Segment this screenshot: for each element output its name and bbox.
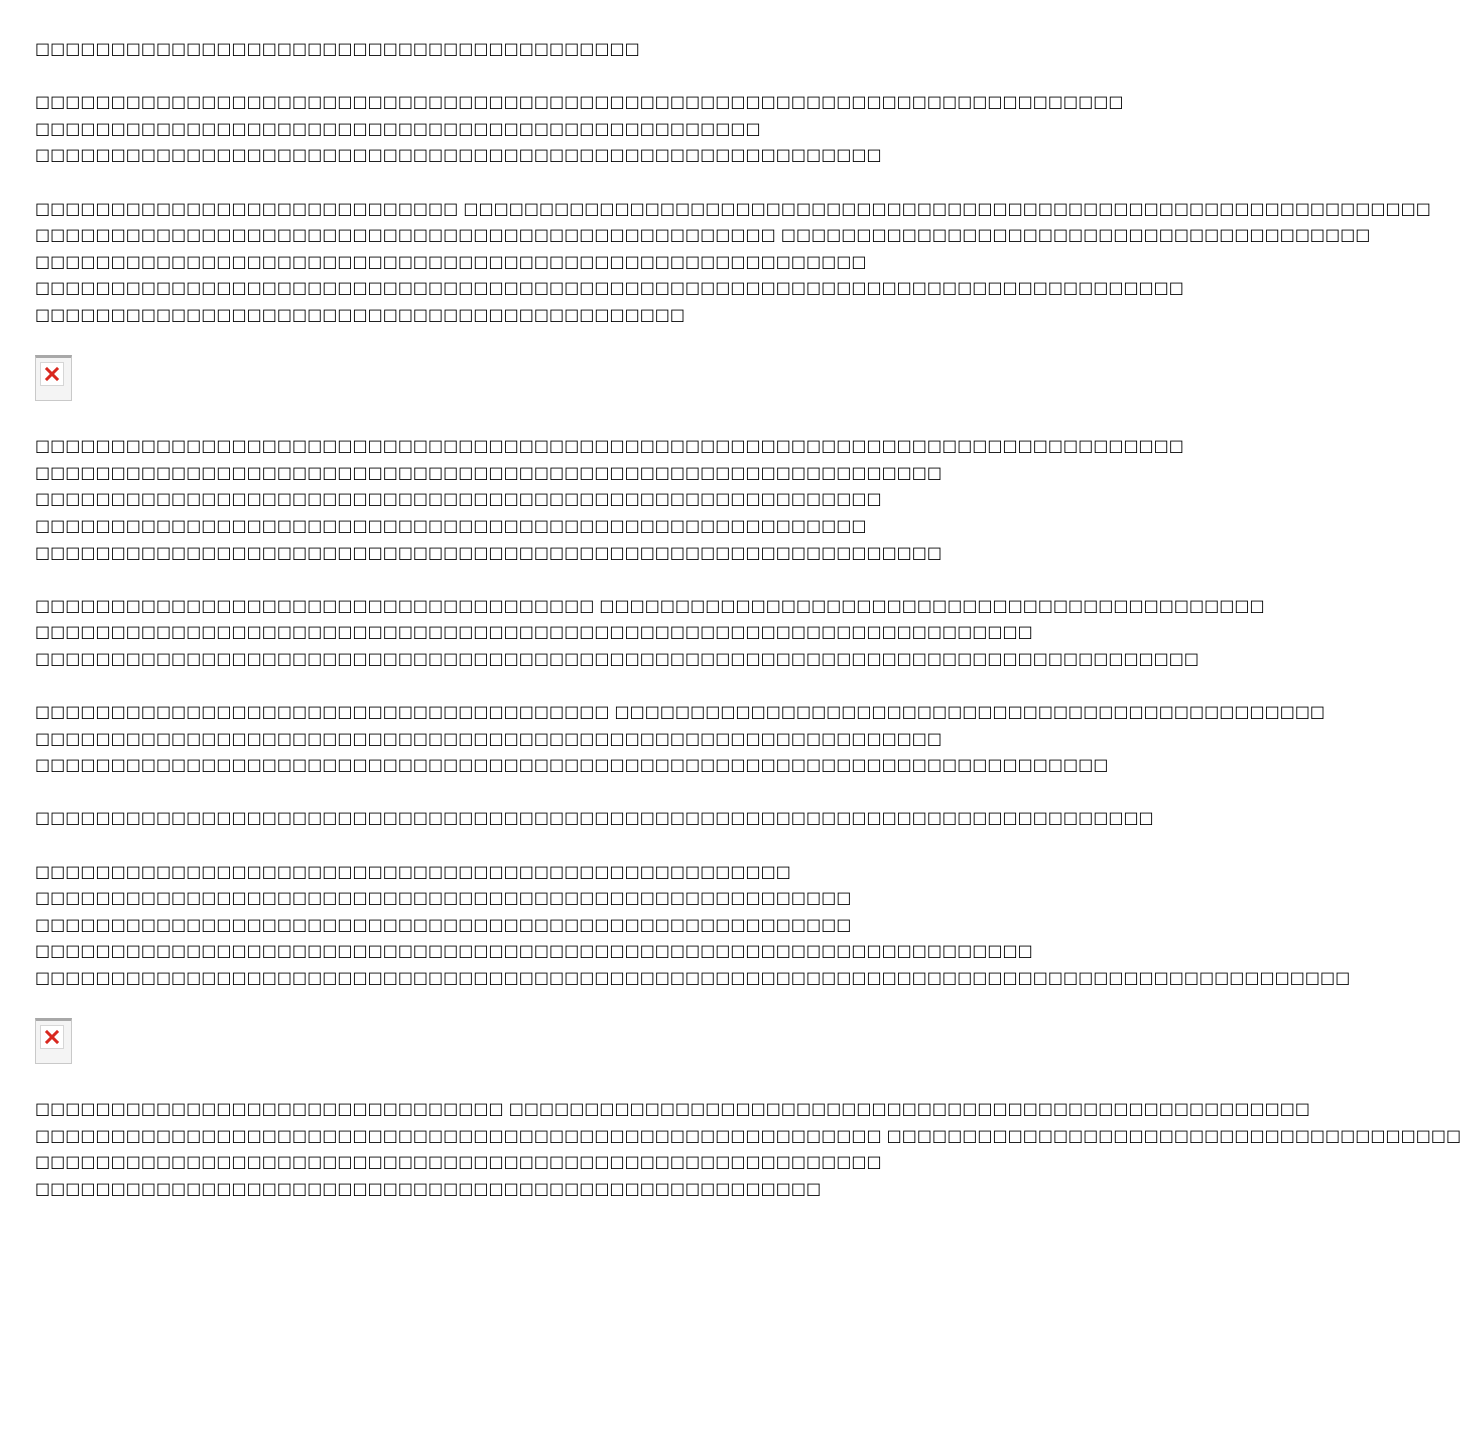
text-line: □□□□□□□□□□□□□□□□□□□□□□□□□□□□□□□ □□□□□□□□□□□□□□□□□□□□□□□□□□□□□□□□□□□□□□□□□□□□□□□□□□□□□ xyxy=(35,1099,1310,1119)
text-line: □□□□□□□□□□□□□□□□□□□□□□□□□□□□□□□□□□□□□□□□□□□□□□□□□□□□□□□□□□□□ xyxy=(35,728,943,748)
text-line: □□□□□□□□□□□□□□□□□□□□□□□□□□□□□□□□□□□□□□□□□□□□□□□□□□□□□□□□ □□□□□□□□□□□□□□□□□□□□□□□□□□□□□□□□□□□□□□ xyxy=(35,1125,1461,1145)
red-x-icon xyxy=(44,366,60,382)
text-line: □□□□□□□□□□□□□□□□□□□□□□□□□□□□□□□□□□□□□□□□□□□□□□□□□□□□□□ xyxy=(35,888,852,908)
text-line: □□□□□□□□□□□□□□□□□□□□□□□□□□□□□□□□□□□□□□□□□□□□□□□□□□□□□□□□□□□□□□□□□□ xyxy=(35,622,1033,642)
text-line: □□□□□□□□□□□□□□□□□□□□□□□□□□□□□□□□□□□□□□ □□□□□□□□□□□□□□□□□□□□□□□□□□□□□□□□□□□□□□□□□□□□□□□ xyxy=(35,702,1326,722)
paragraph xyxy=(35,89,1124,169)
text-line: □□□□□□□□□□□□□□□□□□□□□□□□□□□□□□□□□□□□□□□□□□□□□□□□□□□□□□□□□□□□ xyxy=(35,542,943,562)
text-line: □□□□□□□□□□□□□□□□□□□□□□□□□□□□□□□□□□□□□□□□□□□□□□□□□□□□□□□□□□□□□□□□□□ xyxy=(35,941,1033,961)
broken-image-icon xyxy=(35,1018,72,1064)
text-line: □□□□□□□□□□□□□□□□□□□□□□□□□□□□□□□□□□□□□□□□□□□□□□□□□□□□□□□□ xyxy=(35,145,882,165)
paragraph xyxy=(35,699,1326,779)
text-line: □□□□□□□□□□□□□□□□□□□□□□□□□□□□□□□□□□□□□□□□□□□□□□□□□□□□□□□□ xyxy=(35,489,882,509)
text-line: □□□□□□□□□□□□□□□□□□□□□□□□□□□□□□□□□□□□□□□□□□□□□□□□□□□□□□□ xyxy=(35,515,867,535)
text-line: □□□□□□□□□□□□□□□□□□□□□□□□□□□□□□□□□□□□□□□□□□□□□□□□□□□□□□□□□□□□□□□□□□□□□□□□□□□□ xyxy=(35,278,1184,298)
document-body xyxy=(35,36,1461,1229)
paragraph xyxy=(35,1096,1461,1202)
paragraph xyxy=(35,433,1184,566)
text-line: □□□□□□□□□□□□□□□□□□□□□□□□□□□□□□□□□□□□□□□□□□□ xyxy=(35,304,686,324)
text-line: □□□□□□□□□□□□□□□□□□□□□□□□□□□□□□□□□□□□□□□□□□□□□□□□□□□□□□□□□□□□□□□□□□□□□□□□□□□□ xyxy=(35,436,1184,456)
text-line: □□□□□□□□□□□□□□□□□□□□□□□□□□□□□□□□□□□□□□□□□□□□□□□□□□□□ xyxy=(35,1178,822,1198)
paragraph xyxy=(35,859,1351,992)
text-line: □□□□□□□□□□□□□□□□□□□□□□□□□□□□□□□□□□□□□□□□□□□□□□□□□□ xyxy=(35,861,791,881)
broken-image-icon xyxy=(35,355,72,401)
text-line: □□□□□□□□□□□□□□□□□□□□□□□□□□□□□□□□□□□□□□□□□□□□□□□□□□□□□□□□□□□□□□□□□□□□□□□□ xyxy=(35,92,1124,112)
text-line: □□□□□□□□□□□□□□□□□□□□□□□□□□□□□□□□□□□□□□□□□□□□□□□□□□□□□□□□□□□□ xyxy=(35,462,943,482)
text-line: □□□□□□□□□□□□□□□□□□□□□□□□□□□□□□□□□□□□□□□□□□□□□□□□□□□□□□□□□□□□□□□□□□□□□□□□□□ xyxy=(35,808,1154,828)
paragraph xyxy=(35,593,1265,673)
text-line: □□□□□□□□□□□□□□□□□□□□□□□□□□□□□□□□□□□□□□□□□□□□□□□□□□□□□□□□□□□□□□□□□□□□□□□ xyxy=(35,755,1109,775)
paragraph xyxy=(35,36,995,63)
text-line: □□□□□□□□□□□□□□□□□□□□□□□□□□□□ □□□□□□□□□□□□□□□□□□□□□□□□□□□□□□□□□□□□□□□□□□□□□□□□□□□□□□□□□□□□□□□□ xyxy=(35,198,1431,218)
text-line: □□□□□□□□□□□□□□□□□□□□□□□□□□□□□□□□□□□□□□□□□□□□□□□□□ □□□□□□□□□□□□□□□□□□□□□□□□□□□□□□□□□□□□□□□ xyxy=(35,225,1371,245)
text-line: □□□□□□□□□□□□□□□□□□□□□□□□□□□□□□□□□□□□□□□□□□□□□□□□□□□□□□□□□□□□□□□□□□□□□□□□□□□□□ xyxy=(35,648,1200,668)
red-x-icon xyxy=(44,1029,60,1045)
text-line: □□□□□□□□□□□□□□□□□□□□□□□□□□□□□□□□□□□□□□□□□□□□□□□□□□□□□□□ xyxy=(35,251,867,271)
text-line: □□□□□□□□□□□□□□□□□□□□□□□□□□□□□□□□□□□□□□□□□□□□□□□□□□□□□□□□□□□□□□□□□□□□□□□□□□□□□□□□□□□□□□□ xyxy=(35,968,1351,987)
text-line: □□□□□□□□□□□□□□□□□□□□□□□□□□□□□□□□□□□□□□□□ xyxy=(35,39,640,58)
text-line: □□□□□□□□□□□□□□□□□□□□□□□□□□□□□□□□□□□□□□□□□□□□□□□□□□□□□□ xyxy=(35,914,852,934)
text-line: □□□□□□□□□□□□□□□□□□□□□□□□□□□□□□□□□□□□□ □□□□□□□□□□□□□□□□□□□□□□□□□□□□□□□□□□□□□□□□□□□□ xyxy=(35,595,1265,615)
text-line: □□□□□□□□□□□□□□□□□□□□□□□□□□□□□□□□□□□□□□□□□□□□□□□□ xyxy=(35,118,761,138)
paragraph xyxy=(35,196,1431,329)
paragraph xyxy=(35,805,1154,832)
broken-image-frame xyxy=(40,1025,64,1049)
broken-image-frame xyxy=(40,362,64,386)
text-line: □□□□□□□□□□□□□□□□□□□□□□□□□□□□□□□□□□□□□□□□□□□□□□□□□□□□□□□□ xyxy=(35,1152,882,1172)
